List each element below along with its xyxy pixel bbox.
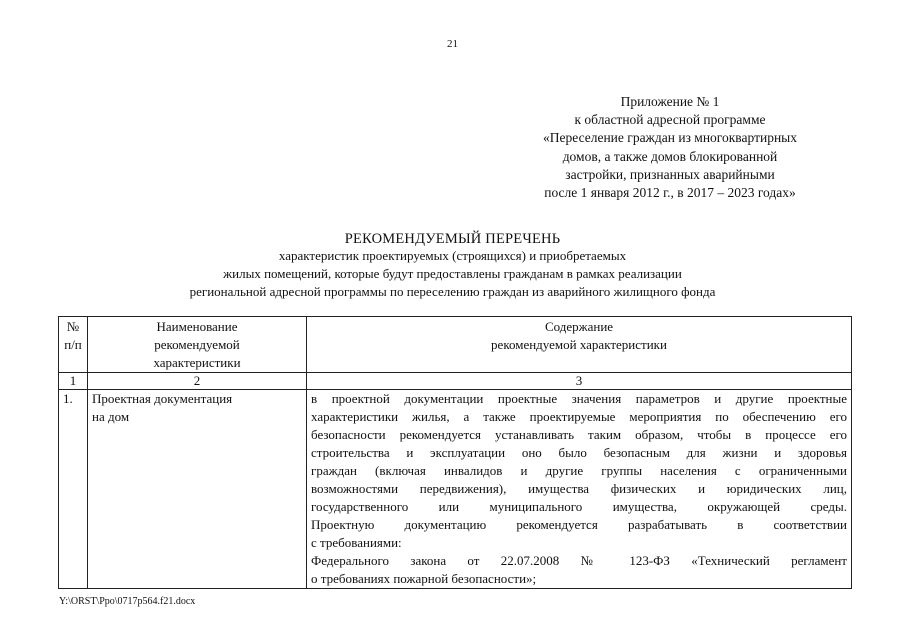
appendix-header: [500, 93, 840, 202]
header-content-cell: [307, 317, 852, 373]
row-content-cell: [307, 390, 852, 589]
header-name-line: рекомендуемой: [154, 337, 240, 352]
appendix-line: после 1 января 2012 г., в 2017 – 2023 годах»: [544, 185, 796, 201]
appendix-line: застройки, признанных аварийными: [565, 166, 775, 182]
document-subtitle: [0, 247, 905, 301]
column-number-cell: 3: [307, 373, 852, 390]
footer-file-path: Y:\ORST\Ppo\0717p564.f21.docx: [59, 596, 196, 607]
content-line: в проектной документации проектные значения параметров и другие проектные: [311, 391, 847, 406]
content-line: граждан (включая инвалидов и другие группы населения с ограниченными: [311, 463, 847, 478]
content-line: о требованиях пожарной безопасности»;: [311, 571, 537, 586]
header-number-line: №: [66, 319, 80, 334]
appendix-line: к областной адресной программе: [574, 112, 766, 128]
content-line: характеристики жилья, а также проектируемые мероприятия по обеспечению его: [311, 409, 847, 424]
column-number-row: [59, 373, 852, 390]
appendix-line: Приложение № 1: [620, 94, 720, 109]
content-line: Федерального закона от 22.07.2008 № 123-ФЗ «Технический регламент: [311, 553, 847, 568]
content-line: государственного или муниципального имущества, окружающей среды.: [311, 499, 847, 514]
row-name-cell: [88, 390, 307, 589]
subtitle-line: жилых помещений, которые будут предоставлены гражданам в рамках реализации: [223, 266, 682, 281]
subtitle-line: региональной адресной программы по переселению граждан из аварийного жилищного фонда: [189, 284, 716, 299]
header-name-line: Наименование: [156, 319, 238, 334]
table-header-row: [59, 317, 852, 373]
content-line: с требованиями:: [311, 535, 402, 550]
subtitle-line: характеристик проектируемых (строящихся) и приобретаемых: [278, 248, 627, 263]
header-name-line: характеристики: [153, 355, 241, 370]
column-number-cell: 2: [88, 373, 307, 390]
header-content-line: Содержание: [544, 319, 614, 334]
table-row: [59, 390, 852, 589]
column-number-cell: 1: [59, 373, 88, 390]
header-number-cell: [59, 317, 88, 373]
content-line: возможностями передвижения), имущества физических и юридических лиц,: [311, 481, 847, 496]
content-line: безопасности рекомендуется устанавливать таким образом, чтобы в процессе его: [311, 427, 847, 442]
header-name-cell: [88, 317, 307, 373]
page-number: 21: [447, 38, 458, 50]
header-content-line: рекомендуемой характеристики: [491, 337, 667, 352]
row-name-line: на дом: [92, 409, 130, 424]
row-name-line: Проектная документация: [92, 391, 233, 406]
appendix-line: домов, а также домов блокированной: [562, 148, 778, 164]
header-number-line: п/п: [64, 337, 82, 352]
row-number-cell: 1.: [59, 390, 88, 589]
content-line: строительства и эксплуатации оно было безопасным для жизни и здоровья: [311, 445, 847, 460]
characteristics-table: [58, 316, 852, 589]
appendix-line: «Переселение граждан из многоквартирных: [543, 130, 797, 146]
document-title: РЕКОМЕНДУЕМЫЙ ПЕРЕЧЕНЬ: [344, 231, 561, 247]
content-line: Проектную документацию рекомендуется разрабатывать в соответствии: [311, 517, 847, 532]
